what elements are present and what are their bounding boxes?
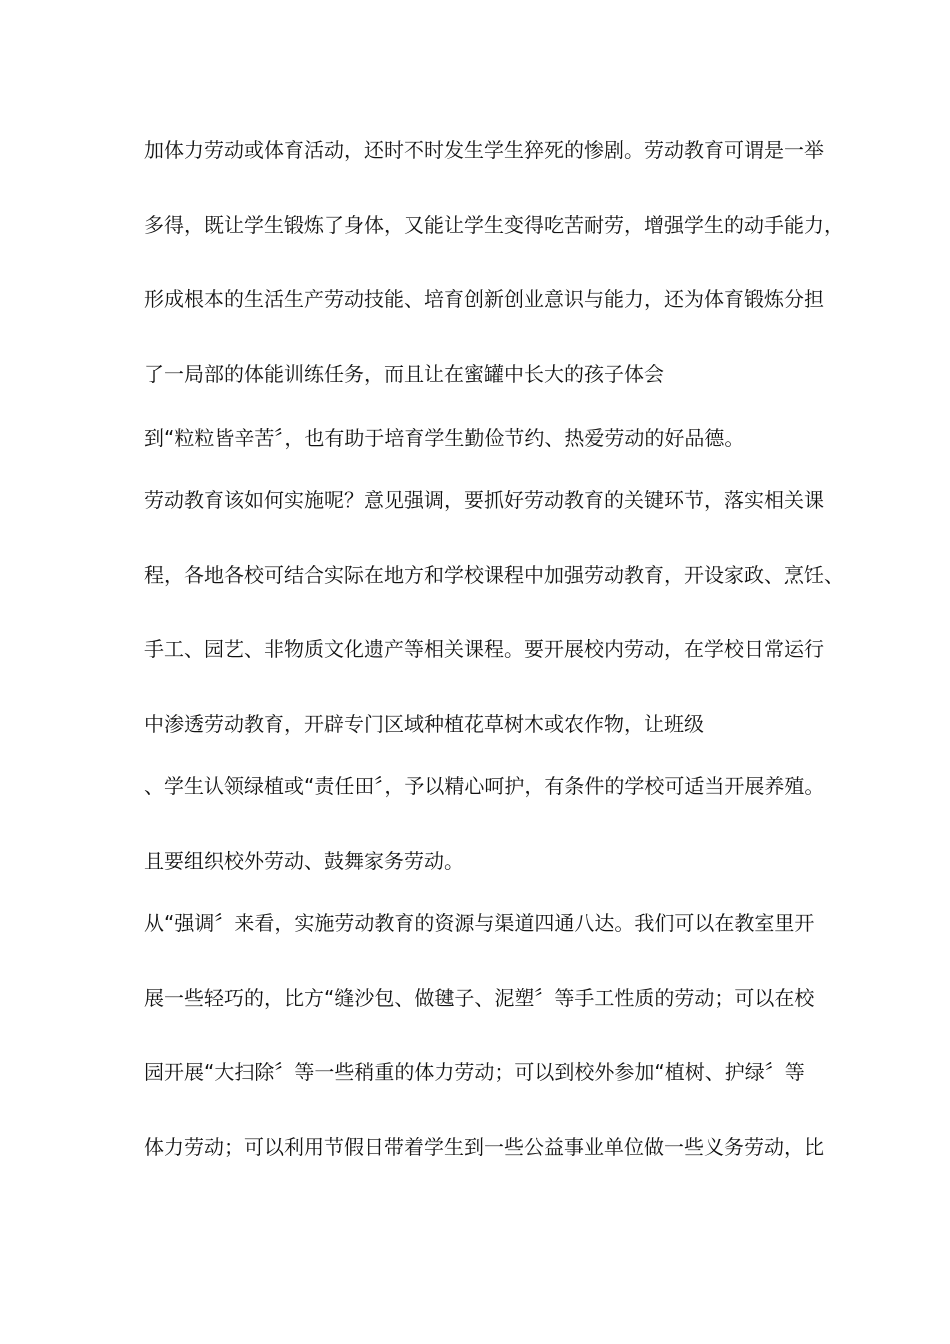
text-line: 手工、园艺、非物质文化遗产等相关课程。要开展校内劳动，在学校日常运行: [144, 637, 824, 661]
text-line: 、学生认领绿植或“责任田〞，予以精心呵护，有条件的学校可适当开展养殖。: [144, 774, 825, 798]
text-line: 加体力劳动或体育活动，还时不时发生学生猝死的惨剧。劳动教育可谓是一举: [144, 138, 824, 162]
text-line: 到“粒粒皆辛苦〞，也有助于培育学生勤俭节约、热爱劳动的好品德。: [144, 426, 745, 450]
text-line: 程，各地各校可结合实际在地方和学校课程中加强劳动教育，开设家政、烹饪、: [144, 563, 844, 587]
text-line: 中渗透劳动教育，开辟专门区域种植花草树木或农作物，让班级: [144, 712, 704, 736]
text-line: 劳动教育该如何实施呢？意见强调，要抓好劳动教育的关键环节，落实相关课: [144, 488, 824, 512]
text-line: 体力劳动；可以利用节假日带着学生到一些公益事业单位做一些义务劳动，比: [144, 1135, 824, 1159]
text-line: 展一些轻巧的，比方“缝沙包、做毽子、泥塑〞等手工性质的劳动；可以在校: [144, 986, 815, 1010]
text-line: 从“强调〞来看，实施劳动教育的资源与渠道四通八达。我们可以在教室里开: [144, 911, 815, 935]
text-line: 了一局部的体能训练任务，而且让在蜜罐中长大的孩子体会: [144, 362, 664, 386]
text-line: 多得，既让学生锻炼了身体，又能让学生变得吃苦耐劳，增强学生的动手能力，: [144, 213, 844, 237]
text-line: 且要组织校外劳动、鼓舞家务劳动。: [144, 849, 464, 873]
text-line: 园开展“大扫除〞等一些稍重的体力劳动；可以到校外参加“植树、护绿〞等: [144, 1060, 805, 1084]
text-line: 形成根本的生活生产劳动技能、培育创新创业意识与能力，还为体育锻炼分担: [144, 287, 824, 311]
